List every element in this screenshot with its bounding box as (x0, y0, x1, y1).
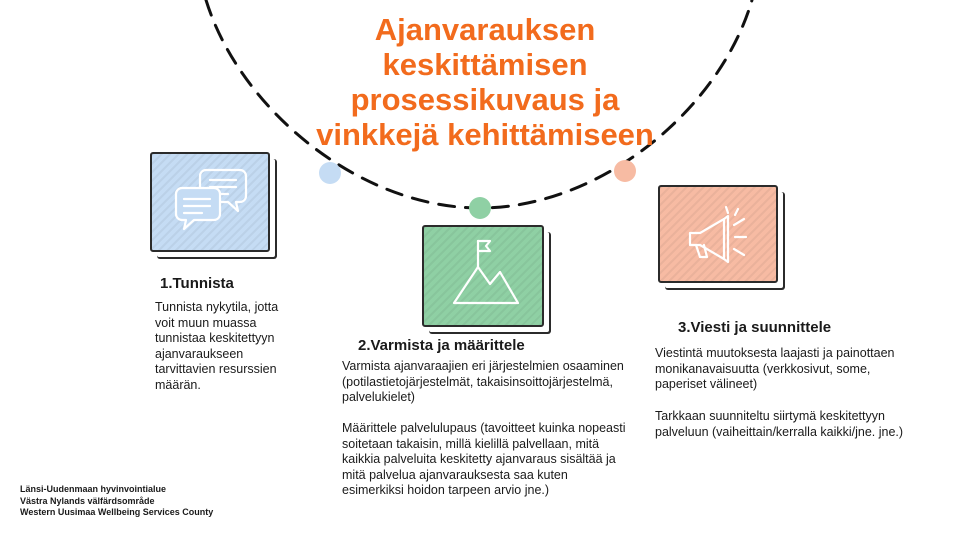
step2-card (422, 225, 544, 327)
org-name-en: Western Uusimaa Wellbeing Services County (20, 507, 214, 517)
step2-dot (469, 197, 491, 219)
step3-card (658, 185, 778, 283)
step3-dot (614, 160, 636, 182)
step3-text-1: Viestintä muutoksesta laajasti ja painottaen monikanavaisuutta (verkkosivut, some, paperiset välineet) (655, 346, 895, 391)
step2-heading: 2.Varmista ja määrittele (358, 337, 525, 354)
step1-dot (319, 162, 341, 184)
page-title: Ajanvarauksen keskittämisen prosessikuvaus ja vinkkejä kehittämiseen (316, 12, 654, 152)
organization-footer (20, 484, 213, 519)
org-name-sv: Västra Nylands välfärdsområde (20, 495, 155, 506)
org-name-fi: Länsi-Uudenmaan hyvinvointialue (20, 484, 167, 494)
megaphone-icon (660, 187, 776, 281)
step1-card (150, 152, 270, 252)
step1-text: Tunnista nykytila, jotta voit muun muassa tunnistaa keskitettyyn ajanvaraukseen tarvittavien resurssien määrän. (155, 300, 279, 392)
step3-text-2: Tarkkaan suunniteltu siirtymä keskitettyyn palveluun (vaiheittain/kerralla kaikki/jne. jne.) (655, 409, 904, 439)
step3-heading: 3.Viesti ja suunnittele (678, 319, 832, 336)
step1-heading: 1.Tunnista (160, 275, 234, 292)
mountain-flag-icon (424, 227, 542, 325)
chat-bubbles-icon (152, 154, 268, 250)
step2-text-1: Varmista ajanvaraajien eri järjestelmien osaaminen (potilastietojärjestelmät, takaisinsoittojärjestelmä, palvelukielet) (342, 359, 624, 404)
step2-text-2: Määrittele palvelulupaus (tavoitteet kuinka nopeasti soitetaan takaisin, millä kielillä palvellaan, mitä kaikkia palveluita keskitetty ajanvaraus sisältää ja mitä palvelua ajanvarauksesta saa kuten esimerkiksi hoidon tarpeen arvio jne.) (342, 421, 626, 497)
